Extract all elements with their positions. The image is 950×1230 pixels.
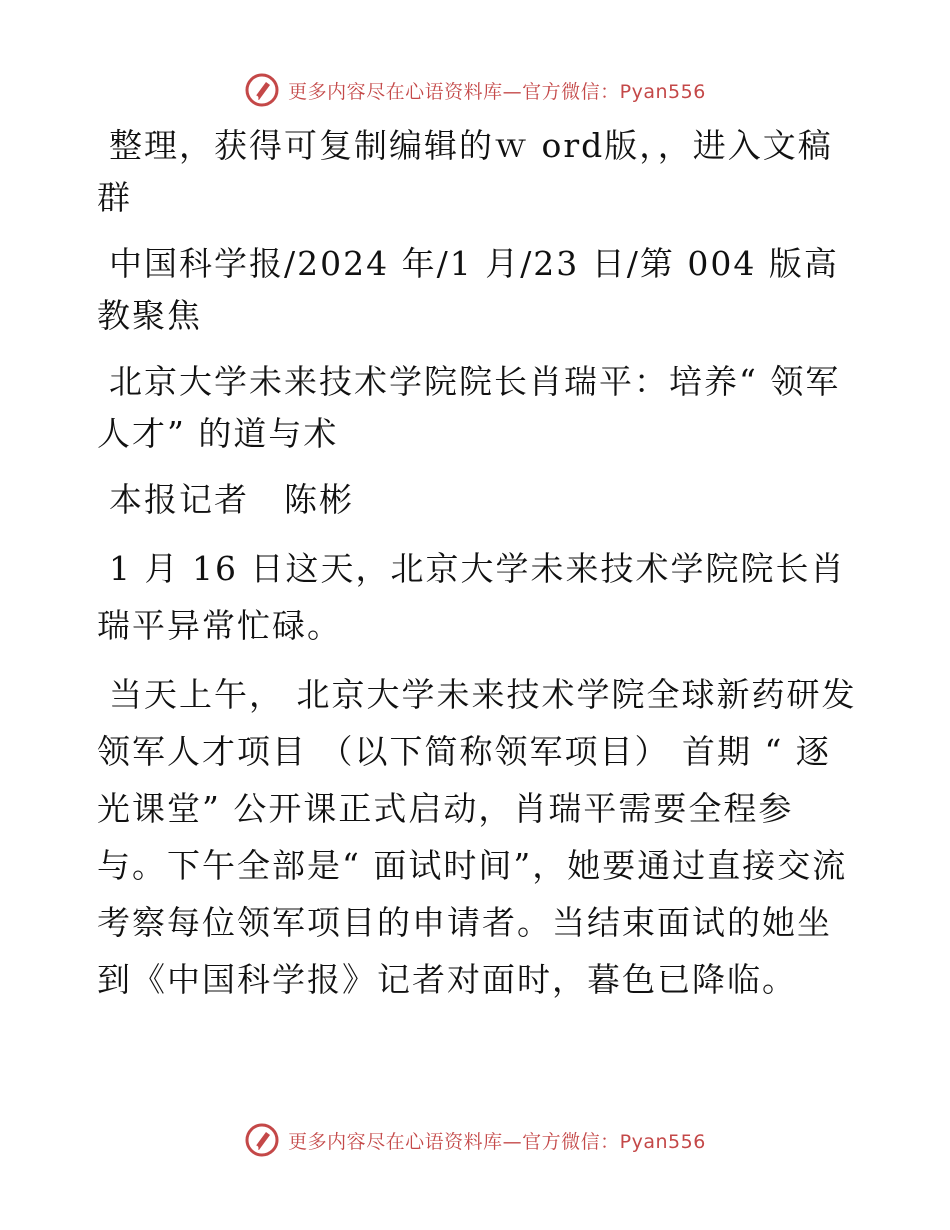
footer-banner [0,1120,950,1160]
header-banner [0,70,950,110]
header-banner-text: 更多内容尽在心语资料库—官方微信：Pyan556 [288,80,706,103]
document-body [97,120,857,1020]
pen-logo-icon [244,72,280,108]
intro-note: 整理，获得可复制编辑的ｗ ord版，，进入文稿群 [97,126,833,217]
footer-banner-text: 更多内容尽在心语资料库—官方微信：Pyan556 [288,1130,706,1153]
article-paragraph: 当天上午， 北京大学未来技术学院全球新药研发领军人才项目 （以下简称领军项目） 首期 “ 逐光课堂” 公开课正式启动，肖瑞平需要全程参与。下午全部是“ 面试时间”，她要通过直接交流考察每位领军项目的申请者。当结束面试的她坐到《中国科学报》记者对面时，暮色已降临。 [97,675,857,999]
article-paragraphs [97,540,857,1008]
headline: 北京大学未来技术学院院长肖瑞平：培养“ 领军人才” 的道与术 [97,362,841,453]
source-line: 中国科学报/2024 年/1 月/23 日/第 004 版高教聚焦 [97,244,839,335]
byline: 本报记者 陈彬 [109,480,354,519]
article-paragraph: 1 月 16 日这天，北京大学未来技术学院院长肖瑞平异常忙碌。 [97,549,846,645]
pen-logo-icon [244,1122,280,1158]
